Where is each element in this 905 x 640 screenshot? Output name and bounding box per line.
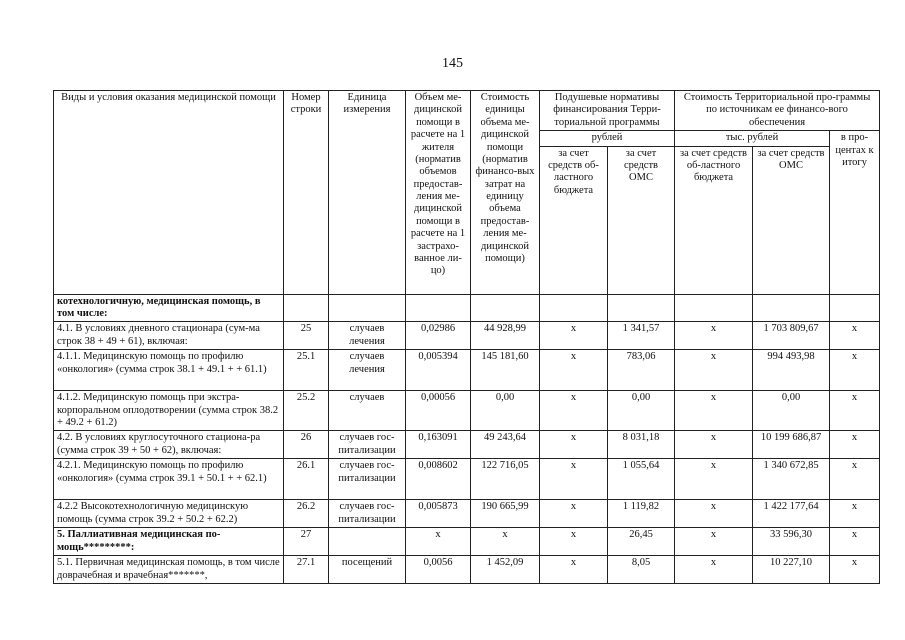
cell-percap-budget: х <box>540 556 608 584</box>
cell-row-label: 4.1.1. Медицинскую помощь по профилю «онкология» (сумма строк 38.1 + 49.1 + + 61.1) <box>54 350 284 391</box>
cell-tp-budget <box>675 294 753 322</box>
cell-volume: 0,005873 <box>406 500 471 528</box>
cell-percap-oms: 8 031,18 <box>608 431 675 459</box>
cell-tp-oms: 10 227,10 <box>753 556 830 584</box>
cell-tp-budget: х <box>675 528 753 556</box>
cell-cost: х <box>471 528 540 556</box>
header-tp-oms: за счет средств ОМС <box>753 146 830 294</box>
cell-tp-pct: х <box>830 528 880 556</box>
cell-tp-pct: х <box>830 322 880 350</box>
cell-percap-budget: х <box>540 350 608 391</box>
header-tp: Стоимость Территориальной про-граммы по источникам ее финансо-вого обеспечения <box>675 91 880 131</box>
cell-tp-oms: 1 703 809,67 <box>753 322 830 350</box>
cell-percap-budget: х <box>540 391 608 431</box>
table-row <box>54 500 880 528</box>
table-row <box>54 391 880 431</box>
cell-row-num: 26.2 <box>284 500 329 528</box>
cell-unit <box>329 294 406 322</box>
cell-tp-budget: х <box>675 322 753 350</box>
header-tp-budget: за счет средств об-ластного бюджета <box>675 146 753 294</box>
cell-row-label: 4.1.2. Медицинскую помощь при экстра-корпоральном оплодотворении (сумма строк 38.2 + 49.2 + 61.2) <box>54 391 284 431</box>
cell-row-label: 5. Паллиативная медицинская по-мощь*********: <box>54 528 284 556</box>
cell-percap-budget <box>540 294 608 322</box>
cell-tp-budget: х <box>675 500 753 528</box>
cell-percap-oms: 1 055,64 <box>608 459 675 500</box>
header-tp-pct: в про-центах к итогу <box>830 131 880 294</box>
header-percap-oms: за счет средств ОМС <box>608 146 675 294</box>
cell-row-num: 25 <box>284 322 329 350</box>
cell-percap-oms: 0,00 <box>608 391 675 431</box>
cell-cost: 122 716,05 <box>471 459 540 500</box>
header-percap: Подушевые нормативы финансирования Терри-ториальной программы <box>540 91 675 131</box>
cell-tp-oms: 1 422 177,64 <box>753 500 830 528</box>
table-row <box>54 431 880 459</box>
cell-row-num <box>284 294 329 322</box>
cell-row-label: 4.2. В условиях круглосуточного стациона-ра (сумма строк 39 + 50 + 62), включая: <box>54 431 284 459</box>
cell-volume: 0,02986 <box>406 322 471 350</box>
cell-unit: случаев гос-питализации <box>329 459 406 500</box>
cell-cost: 1 452,09 <box>471 556 540 584</box>
cell-row-num: 25.2 <box>284 391 329 431</box>
cell-percap-oms: 1 341,57 <box>608 322 675 350</box>
cell-percap-oms: 26,45 <box>608 528 675 556</box>
cell-row-num: 26.1 <box>284 459 329 500</box>
cell-cost: 49 243,64 <box>471 431 540 459</box>
cell-tp-budget: х <box>675 350 753 391</box>
header-percap-budget: за счет средств об-ластного бюджета <box>540 146 608 294</box>
cell-cost <box>471 294 540 322</box>
cell-percap-oms: 8,05 <box>608 556 675 584</box>
cell-tp-budget: х <box>675 391 753 431</box>
cell-tp-oms: 1 340 672,85 <box>753 459 830 500</box>
cell-row-label: котехнологичную, медицинская помощь, в том числе: <box>54 294 284 322</box>
cell-percap-oms: 783,06 <box>608 350 675 391</box>
table-row <box>54 556 880 584</box>
cell-row-label: 4.2.2 Высокотехнологичную медицинскую помощь (сумма строк 39.2 + 50.2 + 62.2) <box>54 500 284 528</box>
cell-percap-budget: х <box>540 528 608 556</box>
page-number: 145 <box>442 56 463 71</box>
cell-tp-pct: х <box>830 500 880 528</box>
cell-unit: посещений <box>329 556 406 584</box>
cell-tp-budget: х <box>675 459 753 500</box>
cell-tp-budget: х <box>675 431 753 459</box>
cell-tp-pct: х <box>830 556 880 584</box>
cell-cost: 0,00 <box>471 391 540 431</box>
cell-row-num: 25.1 <box>284 350 329 391</box>
header-tp-unit: тыс. рублей <box>675 131 830 146</box>
cell-unit <box>329 528 406 556</box>
cell-row-num: 27.1 <box>284 556 329 584</box>
cell-volume: 0,005394 <box>406 350 471 391</box>
table-row <box>54 294 880 322</box>
cell-tp-oms: 33 596,30 <box>753 528 830 556</box>
cell-row-label: 5.1. Первичная медицинская помощь, в том числе доврачебная и врачебная*******, <box>54 556 284 584</box>
cell-unit: случаев гос-питализации <box>329 431 406 459</box>
cell-volume: х <box>406 528 471 556</box>
cell-row-label: 4.2.1. Медицинскую помощь по профилю «онкология» (сумма строк 39.1 + 50.1 + + 62.1) <box>54 459 284 500</box>
header-cost: Стоимость единицы объема ме-дицинской помощи (норматив финансо-вых затрат на единицу объема предостав-ления ме-дицинской помощи) <box>471 91 540 295</box>
cell-unit: случаев <box>329 391 406 431</box>
cell-percap-budget: х <box>540 459 608 500</box>
cell-tp-budget: х <box>675 556 753 584</box>
cell-unit: случаев лечения <box>329 350 406 391</box>
cell-percap-oms: 1 119,82 <box>608 500 675 528</box>
cell-tp-oms: 10 199 686,87 <box>753 431 830 459</box>
cell-tp-oms: 0,00 <box>753 391 830 431</box>
cell-volume: 0,163091 <box>406 431 471 459</box>
header-row-num: Номер строки <box>284 91 329 295</box>
cell-percap-budget: х <box>540 500 608 528</box>
table-row <box>54 528 880 556</box>
cell-row-num: 26 <box>284 431 329 459</box>
cell-row-label: 4.1. В условиях дневного стационара (сум-ма строк 38 + 49 + 61), включая: <box>54 322 284 350</box>
cell-volume: 0,00056 <box>406 391 471 431</box>
cell-volume: 0,008602 <box>406 459 471 500</box>
cell-percap-oms <box>608 294 675 322</box>
cell-percap-budget: х <box>540 322 608 350</box>
cell-tp-oms: 994 493,98 <box>753 350 830 391</box>
cell-row-num: 27 <box>284 528 329 556</box>
cell-percap-budget: х <box>540 431 608 459</box>
cell-cost: 145 181,60 <box>471 350 540 391</box>
cell-unit: случаев гос-питализации <box>329 500 406 528</box>
header-percap-unit: рублей <box>540 131 675 146</box>
financing-table <box>53 90 880 584</box>
cell-unit: случаев лечения <box>329 322 406 350</box>
header-unit: Единица измерения <box>329 91 406 295</box>
cell-volume: 0,0056 <box>406 556 471 584</box>
table-row <box>54 459 880 500</box>
cell-tp-oms <box>753 294 830 322</box>
cell-volume <box>406 294 471 322</box>
cell-tp-pct: х <box>830 391 880 431</box>
cell-tp-pct: х <box>830 459 880 500</box>
cell-cost: 44 928,99 <box>471 322 540 350</box>
table-row <box>54 350 880 391</box>
cell-tp-pct: х <box>830 350 880 391</box>
cell-tp-pct <box>830 294 880 322</box>
cell-cost: 190 665,99 <box>471 500 540 528</box>
header-volume: Объем ме-дицинской помощи в расчете на 1 жителя (норматив объемов предостав-ления ме-дицинской помощи в расчете на 1 застрахо-ванное ли-цо) <box>406 91 471 295</box>
table-row <box>54 322 880 350</box>
cell-tp-pct: х <box>830 431 880 459</box>
header-kind: Виды и условия оказания медицинской помощи <box>54 91 284 295</box>
